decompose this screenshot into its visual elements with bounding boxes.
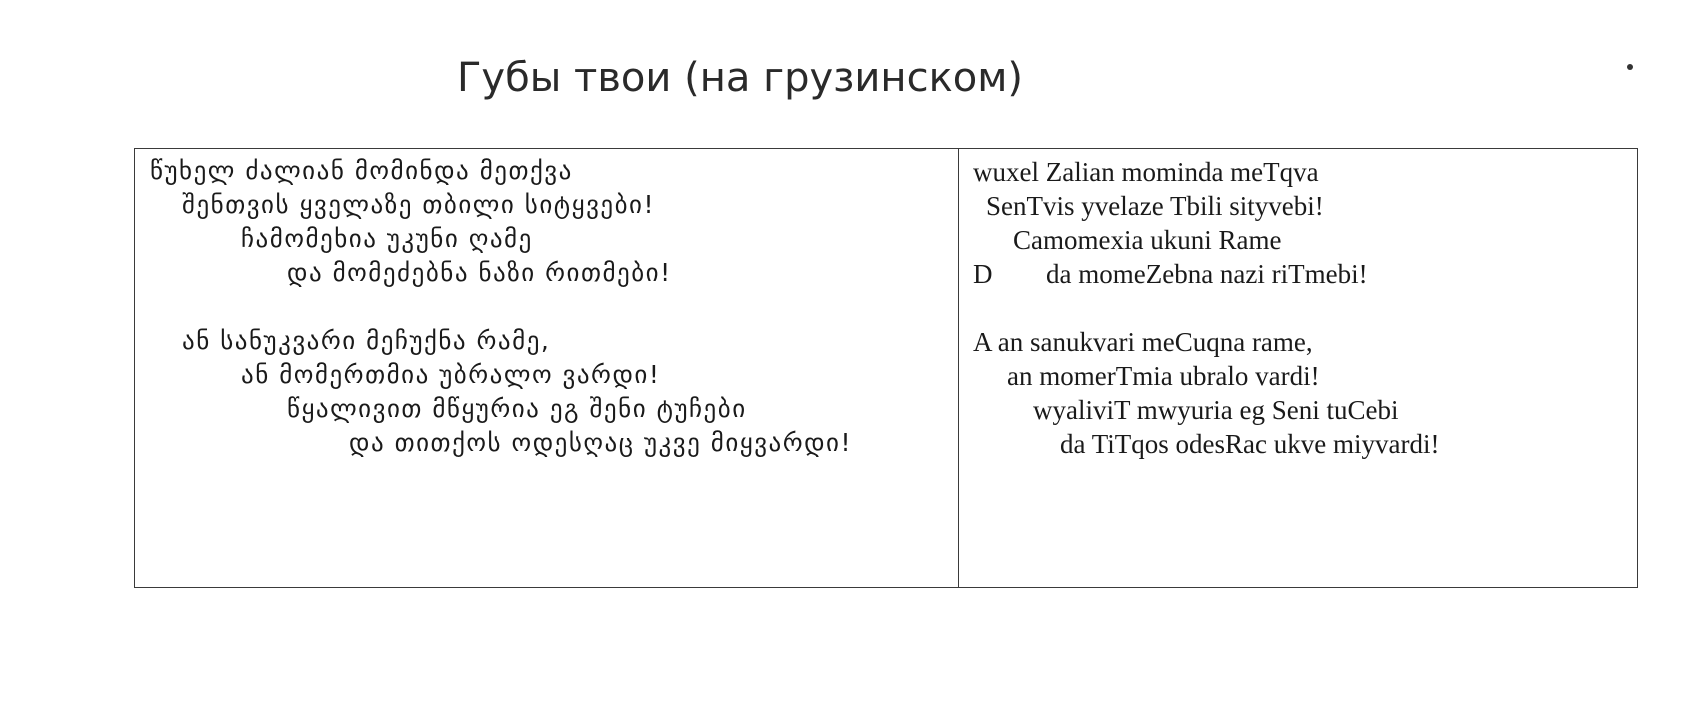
georgian-line: წუხელ ძალიან მომინდა მეთქვა <box>150 156 573 185</box>
latin-line: Camomexia ukuni Rame <box>1013 225 1282 255</box>
latin-line: wyaliviT mwyuria eg Seni tuCebi <box>1033 395 1399 425</box>
scan-speck <box>1627 64 1633 70</box>
latin-column <box>959 149 1637 587</box>
latin-line: an momerTmia ubralo vardi! <box>1007 361 1320 391</box>
latin-line: wuxel Zalian mominda meTqva <box>973 157 1319 187</box>
latin-line: SenTvis yvelaze Tbili sityvebi! <box>986 191 1324 221</box>
georgian-line: და მომეძებნა ნაზი რითმები! <box>287 258 672 287</box>
georgian-line: და თითქოს ოდესღაც უკვე მიყვარდი! <box>349 428 853 457</box>
georgian-line: ან სანუკვარი მეჩუქნა რამე, <box>182 326 551 355</box>
georgian-line: ან მომერთმია უბრალო ვარდი! <box>241 360 661 389</box>
latin-line: A an sanukvari meCuqna rame, <box>973 327 1313 357</box>
latin-line: da TiTqos odesRac ukve miyvardi! <box>1060 429 1440 459</box>
georgian-line: ჩამომეხია უკუნი ღამე <box>241 224 533 253</box>
latin-line-marker: D <box>973 259 993 289</box>
georgian-line: წყალივით მწყურია ეგ შენი ტუჩები <box>287 394 747 423</box>
georgian-line: შენთვის ყველაზე თბილი სიტყვები! <box>182 190 656 219</box>
latin-line: da momeZebna nazi riTmebi! <box>1046 259 1368 289</box>
poem-table <box>134 148 1638 588</box>
page-title: Губы твои (на грузинском) <box>457 55 1023 101</box>
georgian-column <box>135 149 957 587</box>
